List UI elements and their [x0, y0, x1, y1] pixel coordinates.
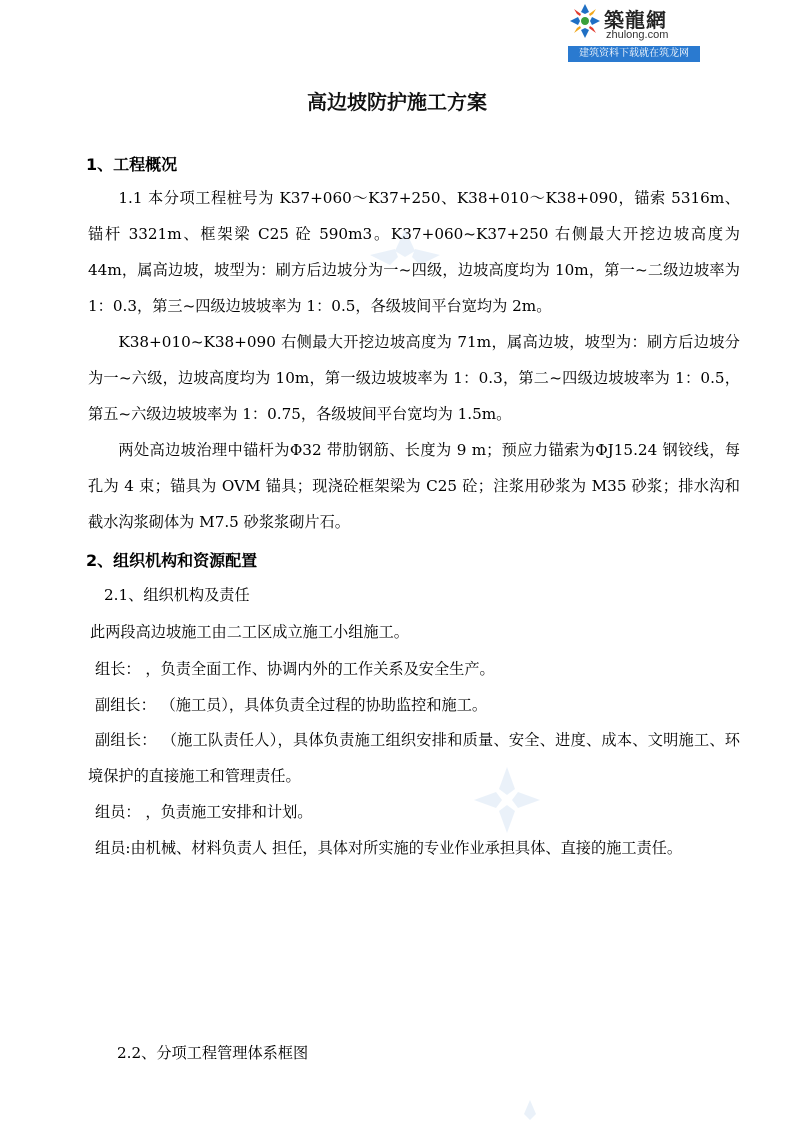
paragraph-1-1: 1.1 本分项工程桩号为 K37+060～K37+250、K38+010～K38+090，锚索 5316m、锚杆 3321m、框架梁 C25 砼 590m3。K37+060~K37+250 右侧最大开挖边坡高度为 44m，属高边坡，坡型为：刷方后边坡分为一~四级，边坡高度均为 10m，第一~二级边坡率为 1：0.3，第三~四级边坡坡率为 1：0.5，各级坡间平台宽均为 2m。 — [88, 189, 740, 315]
paragraph-1-2: K38+010~K38+090 右侧最大开挖边坡高度为 71m，属高边坡，坡型为：刷方后边坡分为一~六级，边坡高度均为 10m，第一级边坡坡率为 1：0.3，第二~四级边坡坡率为 1：0.5，第五~六级边坡坡率为 1：0.75，各级坡间平台宽均为 1.5m。 — [88, 333, 740, 423]
section-2-heading: 2、组织机构和资源配置 — [86, 551, 258, 570]
zhulong-logo — [568, 2, 700, 62]
org-deputy-2: 副组长： （施工队责任人），具体负责施工组织安排和质量、安全、进度、成本、文明施工、环境保护的直接施工和管理责任。 — [88, 731, 740, 785]
paragraph-1-3: 两处高边坡治理中锚杆为Φ32 带肋钢筋、长度为 9 m；预应力锚索为ΦJ15.24 钢铰线，每孔为 4 束；锚具为 OVM 锚具；现浇砼框架梁为 C25 砼；注浆用砂浆为 M35 砂浆；排水沟和截水沟浆砌体为 M7.5 砂浆浆砌片石。 — [88, 441, 740, 531]
subsection-2-2-heading: 2.2、分项工程管理体系框图 — [117, 1044, 309, 1062]
org-intro: 此两段高边坡施工由二工区成立施工小组施工。 — [90, 623, 409, 641]
org-leader: 组长： ，负责全面工作、协调内外的工作关系及安全生产。 — [95, 660, 495, 678]
watermark-icon — [505, 1098, 555, 1123]
logo-slogan: 建筑资料下载就在筑龙网 — [568, 46, 700, 62]
org-deputy-1: 副组长： （施工员），具体负责全过程的协助监控和施工。 — [95, 696, 488, 714]
document-title: 高边坡防护施工方案 — [307, 90, 487, 114]
section-1-heading: 1、工程概况 — [86, 155, 178, 174]
subsection-2-1-heading: 2.1、组织机构及责任 — [104, 586, 250, 604]
snowflake-logo-icon — [568, 2, 602, 40]
logo-name: 築龍網 — [604, 8, 667, 32]
logo-url: zhulong.com — [606, 29, 669, 41]
org-member-2: 组员:由机械、材料负责人 担任，具体对所实施的专业作业承担具体、直接的施工责任。 — [95, 839, 683, 857]
org-member-1: 组员： ，负责施工安排和计划。 — [95, 803, 313, 821]
